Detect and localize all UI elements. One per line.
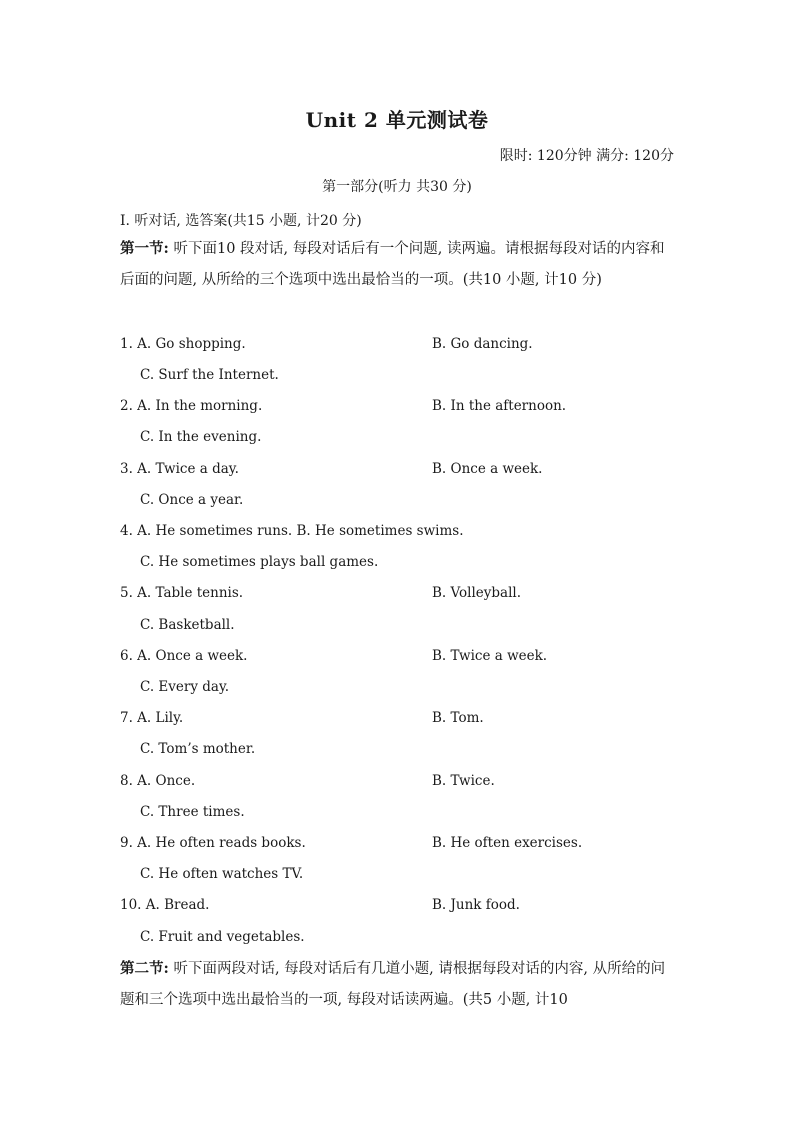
question-10-option-b: B. Junk food. — [432, 897, 520, 913]
part-one-label: 第一节: — [120, 240, 169, 257]
question-8-option-c: C. Three times. — [140, 804, 245, 820]
question-6-option-c: C. Every day. — [140, 679, 230, 695]
question-1-option-c: C. Surf the Internet. — [140, 367, 279, 383]
question-2-option-a: 2. A. In the morning. — [120, 398, 263, 414]
part-two-instruction-text: 听下面两段对话, 每段对话后有几道小题, 请根据每段对话的内容, 从所给的问题和三个选项中选出最恰当的一项, 每段对话读两遍。(共5 小题, 计10 — [120, 961, 666, 1008]
question-3-option-b: B. Once a week. — [432, 461, 543, 477]
page-title: Unit 2 单元测试卷 — [305, 108, 489, 132]
question-4-options-a-b: 4. A. He sometimes runs. B. He sometimes swims. — [120, 523, 464, 539]
question-7-option-a: 7. A. Lily. — [120, 710, 184, 726]
question-1-option-a: 1. A. Go shopping. — [120, 336, 246, 352]
question-6-option-a: 6. A. Once a week. — [120, 648, 248, 664]
question-7-option-c: C. Tom’s mother. — [140, 741, 256, 757]
question-6-option-b: B. Twice a week. — [432, 648, 548, 664]
section-one-part-two-instructions — [120, 953, 676, 1016]
question-9-option-c: C. He often watches TV. — [140, 866, 304, 882]
part-one-heading: 第一部分(听力 共30 分) — [322, 179, 472, 195]
question-5-option-b: B. Volleyball. — [432, 585, 522, 601]
question-3-option-a: 3. A. Twice a day. — [120, 461, 239, 477]
section-one-part-one-instructions — [120, 233, 676, 296]
question-1-option-b: B. Go dancing. — [432, 336, 533, 352]
question-2-option-b: B. In the afternoon. — [432, 398, 567, 414]
question-3-option-c: C. Once a year. — [140, 492, 244, 508]
question-2-option-c: C. In the evening. — [140, 429, 262, 445]
question-8-option-b: B. Twice. — [432, 773, 495, 789]
part-one-instruction-text: 听下面10 段对话, 每段对话后有一个问题, 读两遍。请根据每段对话的内容和后面的问题, 从所给的三个选项中选出最恰当的一项。(共10 小题, 计10 分) — [120, 241, 665, 288]
question-10-option-c: C. Fruit and vegetables. — [140, 929, 305, 945]
section-one-heading: I. 听对话, 选答案(共15 小题, 计20 分) — [120, 213, 362, 229]
question-9-option-a: 9. A. He often reads books. — [120, 835, 306, 851]
question-5-option-a: 5. A. Table tennis. — [120, 585, 244, 601]
question-10-option-a: 10. A. Bread. — [120, 897, 210, 913]
question-4-option-c: C. He sometimes plays ball games. — [140, 554, 379, 570]
part-two-label: 第二节: — [120, 960, 169, 977]
question-8-option-a: 8. A. Once. — [120, 773, 196, 789]
question-5-option-c: C. Basketball. — [140, 617, 235, 633]
question-7-option-b: B. Tom. — [432, 710, 484, 726]
question-9-option-b: B. He often exercises. — [432, 835, 583, 851]
time-score-limits: 限时: 120分钟 满分: 120分 — [499, 148, 674, 164]
